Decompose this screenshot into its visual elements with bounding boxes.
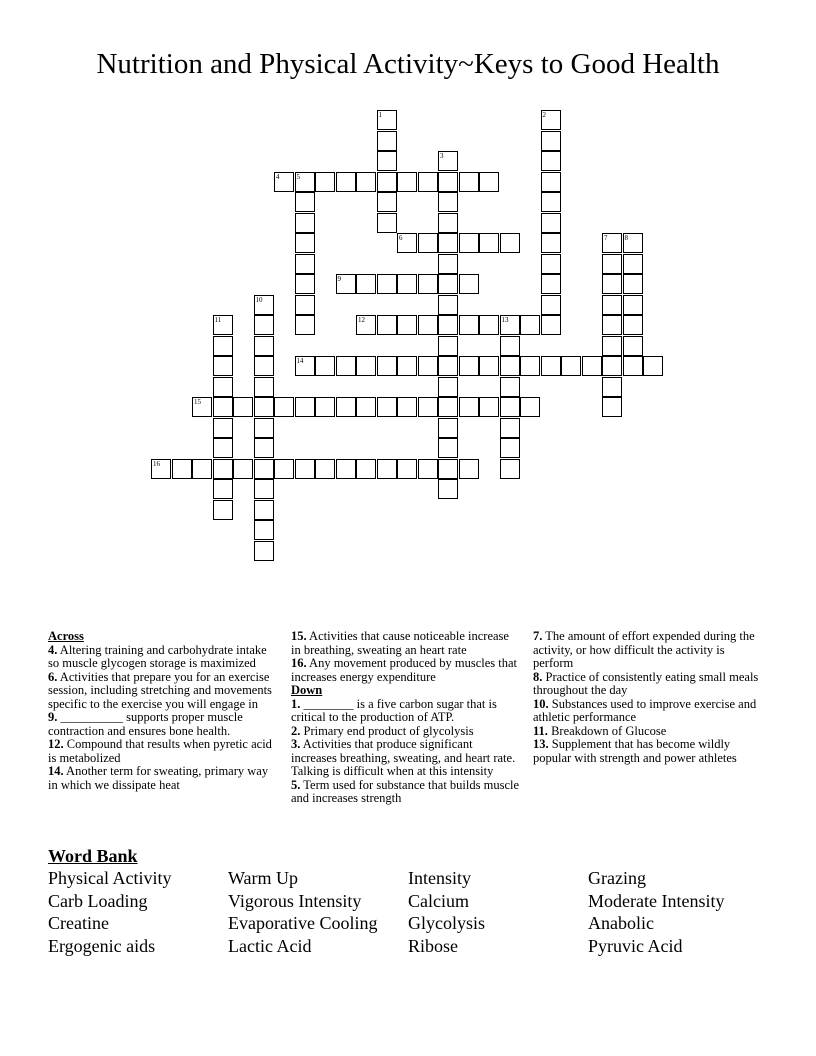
- crossword-cell[interactable]: [213, 377, 233, 397]
- crossword-cell[interactable]: [295, 459, 315, 479]
- crossword-cell[interactable]: [541, 192, 561, 212]
- crossword-cell[interactable]: [418, 315, 438, 335]
- crossword-cell[interactable]: [438, 459, 458, 479]
- crossword-cell[interactable]: [336, 459, 356, 479]
- crossword-cell[interactable]: [254, 295, 274, 315]
- crossword-cell[interactable]: [459, 459, 479, 479]
- crossword-cell[interactable]: [315, 172, 335, 192]
- crossword-cell[interactable]: [336, 172, 356, 192]
- crossword-cell[interactable]: [438, 151, 458, 171]
- crossword-cell[interactable]: [479, 356, 499, 376]
- crossword-cell[interactable]: [377, 397, 397, 417]
- word-bank-item: Ribose: [408, 935, 459, 956]
- cell-number: 2: [542, 111, 546, 119]
- cell-number: 11: [214, 316, 222, 324]
- clue-across-9: [48, 711, 278, 738]
- crossword-cell[interactable]: [438, 274, 458, 294]
- clue-text: Term used for substance that builds muscle and increases strength: [291, 777, 520, 805]
- crossword-cell[interactable]: [254, 315, 274, 335]
- crossword-cell[interactable]: [561, 356, 581, 376]
- word-bank-item: Ergogenic aids: [48, 935, 156, 956]
- word-bank-item: Creatine: [48, 913, 109, 934]
- crossword-cell[interactable]: [541, 295, 561, 315]
- word-bank-item: Lactic Acid: [228, 935, 312, 956]
- clue-text: Activities that cause noticeable increase in breathing, sweating an heart rate: [291, 629, 509, 657]
- crossword-cell[interactable]: [254, 336, 274, 356]
- crossword-cell[interactable]: [541, 233, 561, 253]
- crossword-cell[interactable]: [438, 336, 458, 356]
- clue-text: Altering training and carbohydrate intake so muscle glycogen storage is maximized: [48, 642, 267, 670]
- crossword-cell[interactable]: [213, 459, 233, 479]
- crossword-cell[interactable]: [254, 377, 274, 397]
- cell-number: 7: [604, 234, 608, 242]
- clue-text: Practice of consistently eating small meals throughout the day: [533, 669, 759, 697]
- crossword-cell[interactable]: [500, 459, 520, 479]
- crossword-cell[interactable]: [602, 295, 622, 315]
- crossword-cell[interactable]: [295, 295, 315, 315]
- word-bank-item: Pyruvic Acid: [588, 935, 683, 956]
- clue-number: 11.: [533, 723, 548, 738]
- crossword-cell[interactable]: [295, 233, 315, 253]
- clue-number: 16.: [291, 656, 307, 670]
- clues-column-2: [291, 630, 521, 806]
- crossword-cell[interactable]: [295, 213, 315, 233]
- word-bank-item: Vigorous Intensity: [228, 890, 362, 911]
- clue-text: Any movement produced by muscles that increases energy expenditure: [291, 656, 518, 684]
- crossword-cell[interactable]: [541, 254, 561, 274]
- crossword-cell[interactable]: [213, 479, 233, 499]
- crossword-cell[interactable]: [438, 377, 458, 397]
- crossword-cell[interactable]: [397, 459, 417, 479]
- crossword-cell[interactable]: [541, 356, 561, 376]
- clue-text: __________ supports proper muscle contraction and ensures bone health.: [48, 710, 243, 738]
- crossword-cell[interactable]: [438, 213, 458, 233]
- clue-across-14: [48, 765, 278, 792]
- cell-number: 1: [378, 111, 382, 119]
- crossword-cell[interactable]: [356, 356, 376, 376]
- crossword-cell[interactable]: [500, 418, 520, 438]
- crossword-cell[interactable]: [520, 356, 540, 376]
- clue-number: 3.: [291, 737, 301, 751]
- crossword-cell[interactable]: [295, 254, 315, 274]
- crossword-cell[interactable]: [479, 397, 499, 417]
- word-bank-item: Moderate Intensity: [588, 890, 725, 911]
- clue-number: 5.: [291, 777, 301, 792]
- crossword-cell[interactable]: [254, 520, 274, 540]
- crossword-cell[interactable]: [500, 336, 520, 356]
- crossword-cell[interactable]: [459, 172, 479, 192]
- crossword-cell[interactable]: [479, 315, 499, 335]
- crossword-cell[interactable]: [377, 356, 397, 376]
- crossword-cell[interactable]: [418, 356, 438, 376]
- clue-text: Substances used to improve exercise and athletic performance: [533, 696, 757, 724]
- crossword-cell[interactable]: [397, 356, 417, 376]
- word-bank-item: Intensity: [408, 868, 471, 888]
- cell-number: 13: [501, 316, 509, 324]
- crossword-cell[interactable]: [377, 315, 397, 335]
- crossword-cell[interactable]: [377, 151, 397, 171]
- crossword-cell[interactable]: [397, 233, 417, 253]
- crossword-cell[interactable]: [295, 274, 315, 294]
- crossword-cell[interactable]: [438, 356, 458, 376]
- cell-number: 9: [337, 275, 341, 283]
- crossword-cell[interactable]: [377, 172, 397, 192]
- crossword-cell[interactable]: [377, 192, 397, 212]
- cell-number: 6: [399, 234, 403, 242]
- word-bank-item: Warm Up: [228, 868, 299, 888]
- crossword-cell[interactable]: [295, 397, 315, 417]
- crossword-cell[interactable]: [397, 315, 417, 335]
- clue-down-8: [533, 671, 761, 698]
- crossword-cell[interactable]: [438, 172, 458, 192]
- crossword-cell[interactable]: [377, 110, 397, 130]
- crossword-cell[interactable]: [459, 315, 479, 335]
- clue-number: 9.: [48, 710, 58, 724]
- crossword-cell[interactable]: [254, 500, 274, 520]
- crossword-cell[interactable]: [602, 274, 622, 294]
- crossword-cell[interactable]: [336, 397, 356, 417]
- clue-down-10: [533, 698, 761, 725]
- crossword-cell[interactable]: [274, 172, 294, 192]
- crossword-cell[interactable]: [418, 397, 438, 417]
- crossword-cell[interactable]: [643, 356, 663, 376]
- crossword-cell[interactable]: [602, 233, 622, 253]
- crossword-cell[interactable]: [623, 336, 643, 356]
- crossword-cell[interactable]: [172, 459, 192, 479]
- clue-text: ________ is a five carbon sugar that is critical to the production of ATP.: [291, 696, 497, 724]
- clues-column-1: [48, 630, 278, 792]
- crossword-cell[interactable]: [418, 172, 438, 192]
- crossword-cell[interactable]: [418, 233, 438, 253]
- crossword-cell[interactable]: [213, 438, 233, 458]
- clue-text: Primary end product of glycolysis: [300, 723, 474, 738]
- crossword-cell[interactable]: [438, 397, 458, 417]
- crossword-cell[interactable]: [377, 459, 397, 479]
- word-bank-item: Anabolic: [588, 913, 654, 934]
- crossword-cell[interactable]: [541, 151, 561, 171]
- crossword-cell[interactable]: [438, 315, 458, 335]
- crossword-cell[interactable]: [377, 213, 397, 233]
- crossword-cell[interactable]: [213, 336, 233, 356]
- crossword-cell[interactable]: [438, 479, 458, 499]
- crossword-cell[interactable]: [541, 110, 561, 130]
- crossword-cell[interactable]: [520, 397, 540, 417]
- clue-number: 8.: [533, 669, 543, 684]
- crossword-cell[interactable]: [500, 438, 520, 458]
- crossword-cell[interactable]: [192, 397, 212, 417]
- page-title: Nutrition and Physical Activity~Keys to Good Health: [96, 48, 720, 80]
- crossword-cell[interactable]: [479, 233, 499, 253]
- crossword-cell[interactable]: [336, 356, 356, 376]
- crossword-cell[interactable]: [233, 459, 253, 479]
- cell-number: 14: [296, 357, 304, 365]
- cell-number: 4: [276, 172, 280, 181]
- crossword-cell[interactable]: [377, 131, 397, 151]
- crossword-cell[interactable]: [438, 254, 458, 274]
- crossword-cell[interactable]: [459, 274, 479, 294]
- crossword-cell[interactable]: [377, 274, 397, 294]
- crossword-cell[interactable]: [295, 192, 315, 212]
- crossword-cell[interactable]: [623, 233, 643, 253]
- word-bank-list: [48, 867, 768, 957]
- clue-text: Breakdown of Glucose: [547, 723, 667, 738]
- crossword-cell[interactable]: [397, 397, 417, 417]
- crossword-cell[interactable]: [500, 397, 520, 417]
- crossword-cell[interactable]: [397, 172, 417, 192]
- cell-number: 10: [255, 295, 263, 304]
- cell-number: 12: [358, 316, 365, 324]
- clue-text: Another term for sweating, primary way in which we dissipate heat: [48, 764, 269, 792]
- crossword-cell[interactable]: [254, 397, 274, 417]
- clue-number: 12.: [48, 737, 64, 751]
- crossword-cell[interactable]: [254, 356, 274, 376]
- crossword-cell[interactable]: [315, 397, 335, 417]
- crossword-cell[interactable]: [602, 377, 622, 397]
- crossword-cell[interactable]: [500, 315, 520, 335]
- word-bank-title: Word Bank: [48, 846, 138, 866]
- crossword-cell[interactable]: [315, 459, 335, 479]
- crossword-cell[interactable]: [541, 172, 561, 192]
- cell-number: 16: [153, 459, 160, 468]
- cell-number: 5: [296, 172, 300, 181]
- clue-number: 10.: [533, 696, 549, 711]
- clue-number: 13.: [533, 737, 549, 751]
- clue-down-3: [291, 738, 521, 779]
- cell-number: 3: [440, 152, 444, 160]
- clue-number: 7.: [533, 629, 543, 643]
- word-bank: [48, 845, 768, 957]
- word-bank-item: Carb Loading: [48, 890, 148, 911]
- crossword-cell[interactable]: [602, 254, 622, 274]
- crossword-cell[interactable]: [459, 397, 479, 417]
- crossword-cell[interactable]: [438, 438, 458, 458]
- crossword-cell[interactable]: [213, 500, 233, 520]
- clue-text: The amount of effort expended during the activity, or how difficult the activity is perform: [533, 629, 755, 670]
- crossword-cell[interactable]: [459, 356, 479, 376]
- word-bank-item: Physical Activity: [48, 868, 172, 888]
- crossword-cell[interactable]: [254, 541, 274, 561]
- crossword-cell[interactable]: [315, 356, 335, 376]
- word-bank-item: Glycolysis: [408, 913, 486, 934]
- crossword-cell[interactable]: [295, 356, 315, 376]
- clue-number: 1.: [291, 696, 301, 711]
- word-bank-item: Grazing: [588, 868, 646, 888]
- crossword-cell[interactable]: [213, 397, 233, 417]
- crossword-cell[interactable]: [541, 274, 561, 294]
- crossword-cell[interactable]: [274, 459, 294, 479]
- crossword-cell[interactable]: [274, 397, 294, 417]
- crossword-cell[interactable]: [356, 172, 376, 192]
- crossword-cell[interactable]: [295, 315, 315, 335]
- crossword-cell[interactable]: [500, 233, 520, 253]
- crossword-cell[interactable]: [254, 438, 274, 458]
- clue-down-7: [533, 630, 761, 671]
- across-heading: Across: [48, 629, 84, 643]
- crossword-cell[interactable]: [623, 295, 643, 315]
- clue-text: Compound that results when pyretic acid is metabolized: [48, 737, 272, 765]
- clue-text: Supplement that has become wildly popular with strength and power athletes: [533, 737, 737, 765]
- crossword-cell[interactable]: [541, 315, 561, 335]
- clue-number: 14.: [48, 764, 64, 778]
- crossword-cell[interactable]: [418, 274, 438, 294]
- crossword-cell[interactable]: [213, 418, 233, 438]
- crossword-cell[interactable]: [356, 459, 376, 479]
- crossword-cell[interactable]: [623, 356, 643, 376]
- clue-across-6: [48, 671, 278, 712]
- clue-down-2: [291, 725, 521, 739]
- crossword-cell[interactable]: [500, 356, 520, 376]
- crossword-cell[interactable]: [233, 397, 253, 417]
- crossword-cell[interactable]: [397, 274, 417, 294]
- crossword-cell[interactable]: [438, 192, 458, 212]
- clue-number: 4.: [48, 642, 58, 657]
- cell-number: 8: [624, 234, 628, 242]
- clue-text: Activities that prepare you for an exercise session, including stretching and movements specific to the exercise you will engage in: [48, 669, 272, 711]
- crossword-cell[interactable]: [356, 315, 376, 335]
- clue-across-15: [291, 630, 521, 657]
- clue-down-13: [533, 738, 761, 765]
- clue-down-5: [291, 779, 521, 806]
- crossword-cell[interactable]: [254, 479, 274, 499]
- clue-number: 6.: [48, 669, 58, 684]
- clues-column-3: [533, 630, 761, 765]
- crossword-cell[interactable]: [192, 459, 212, 479]
- word-bank-item: Evaporative Cooling: [228, 913, 378, 934]
- crossword-cell[interactable]: [479, 172, 499, 192]
- clue-down-1: [291, 698, 521, 725]
- crossword-cell[interactable]: [356, 397, 376, 417]
- crossword-cell[interactable]: [438, 233, 458, 253]
- clue-across-12: [48, 738, 278, 765]
- crossword-cell[interactable]: [213, 315, 233, 335]
- crossword-cell[interactable]: [418, 459, 438, 479]
- crossword-cell[interactable]: [602, 356, 622, 376]
- clue-number: 2.: [291, 723, 301, 738]
- clue-across-4: [48, 644, 278, 671]
- clue-text: Activities that produce significant increases breathing, sweating, and heart rate. Talking is difficult when at this intensity: [291, 737, 516, 778]
- crossword-cell[interactable]: [254, 418, 274, 438]
- crossword-cell[interactable]: [623, 315, 643, 335]
- crossword-cell[interactable]: [151, 459, 171, 479]
- crossword-cell[interactable]: [336, 274, 356, 294]
- crossword-cell[interactable]: [541, 131, 561, 151]
- crossword-cell[interactable]: [459, 233, 479, 253]
- down-heading: Down: [291, 683, 323, 697]
- crossword-cell[interactable]: [623, 254, 643, 274]
- crossword-cell[interactable]: [438, 295, 458, 315]
- clue-number: 15.: [291, 629, 307, 643]
- crossword-cell[interactable]: [438, 418, 458, 438]
- crossword-cell[interactable]: [602, 315, 622, 335]
- crossword-cell[interactable]: [623, 274, 643, 294]
- crossword-cell[interactable]: [295, 172, 315, 192]
- clue-across-16: [291, 657, 521, 684]
- crossword-cell[interactable]: [213, 356, 233, 376]
- crossword-cell[interactable]: [356, 274, 376, 294]
- clue-down-11: [533, 725, 761, 739]
- crossword-cell[interactable]: [602, 336, 622, 356]
- crossword-cell[interactable]: [520, 315, 540, 335]
- crossword-cell[interactable]: [602, 397, 622, 417]
- cell-number: 15: [194, 398, 201, 406]
- crossword-cell[interactable]: [582, 356, 602, 376]
- word-bank-item: Calcium: [408, 890, 469, 911]
- crossword-cell[interactable]: [254, 459, 274, 479]
- crossword-cell[interactable]: [541, 213, 561, 233]
- crossword-cell[interactable]: [500, 377, 520, 397]
